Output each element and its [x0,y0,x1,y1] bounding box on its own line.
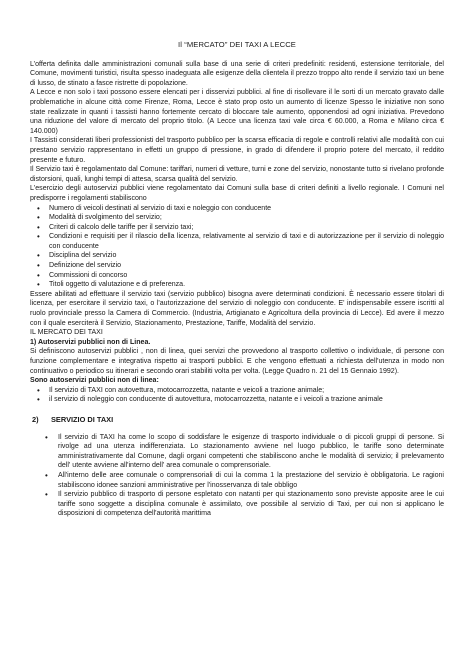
list-item: • Modalità di svolgimento del servizio; [30,213,444,223]
section-1-heading: 1) Autoservizi pubblici non di Linea. [30,338,151,346]
list-item: • Numero di veicoli destinati al servizio di taxi e noleggio con conducente [30,204,444,214]
list-item: • Disciplina del servizio [30,251,444,261]
document-body [30,40,444,519]
list-item: • Condizioni e requisiti per il rilascio della licenza, relativamente al servizio di taxi e di autorizzazione per il servizio di noleggio con conducente [30,232,444,251]
intro-paragraph: L’offerta definita dalle amministrazioni comunali sulla base di una serie di criteri predefiniti: residenti, estensione territoriale, del Comune, movimenti turistici, risulta spesso inadeguata alle esigenze della clientela il prezzo troppo alto rende il servizio taxi un bene di lusso, de stinato a fasce ristrette di popolazione. [30,60,444,87]
page-title: Il “MERCATO” DEI TAXI A LECCE [178,40,296,49]
section-label: IL MERCATO DEI TAXI [30,329,103,337]
section-2-heading [30,415,444,425]
section-2-title: SERVIZIO DI TAXI [51,414,114,424]
criteria-list [30,204,444,290]
section-1-subheading: Sono autoservizi pubblici non di linea: [30,377,159,385]
intro-paragraph: A Lecce e non solo i taxi possono essere elencati per i disservizi pubblici. al fine di risollevare il le sorti di un mercato gravato dalle problematiche in alcune città come Firenze, Roma, Lecce è stato prop osto un aumento di licenze Spesso le iniziative non sono state realizzate in quanti i tassisti hanno fortemente cercato di bloccare tale aumento, opponendosi ad ogni iniziativa. Prevedono una riduzione del valore di mercato del proprio titolo. (A Lecce una licenza taxi vale circa € 60.000, a Roma e Milano circa € 140.000) [30,89,444,135]
list-item: • Il servizio pubblico di trasporto di persone espletato con natanti per qui stazionamento sono previste apposite aree le cui tariffe sono soggette a disciplina comunale è assimilato, ove possibile al servizio di Taxi, per cui non si applicano le disposizioni di competenza dell'autorità marittima [30,490,444,519]
section-1-list [30,386,444,405]
list-item: • Titoli oggetto di valutazione e di preferenza. [30,280,444,290]
list-item: • All'interno delle aree comunale o comprensoriali di cui la comma 1 la prestazione del servizio è obbligatoria. Le ragioni stabiliscono idonee sanzioni amministrative per l'inosservanza di tale obbligo [30,471,444,490]
list-item: • Il servizio di TAXI ha come lo scopo di soddisfare le esigenze di trasporto individuale o di piccoli gruppi di persone. Si rivolge ad una utenza indifferenziata. Lo stazionamento avviene nel luogo pubblico, le tariffe sono determinate amministrativamente dal Comune, dagli organi competenti che stabiliscono anche le modalità di servizio; il prelevamento dell' utente avviene all'interno dell' area comunale o comprensoriale. [30,433,444,471]
intro-paragraph: L'esercizio degli autoservizi pubblici viene regolamentato dai Comuni sulla base di criteri definiti a livello regionale. I Comuni nel predisporre i regolamenti stabiliscono [30,185,444,202]
list-item: • il servizio di noleggio con conducente di autovettura, motocarrozzetta, natante e i veicoli a trazione animale [30,395,444,405]
list-item: • Commissioni di concorso [30,271,444,281]
body-paragraph: Essere abilitati ad effettuare il servizio taxi (servizio pubblico) bisogna avere determinati condizioni. È necessario essere titolari di licenza, per esercitare il servizio taxi, o l'autorizzazione del servizio di noleggio con conducente. E' indispensabile essere iscritti al ruolo provinciale presso la Camera di Commercio. (Industria, Artigianato e Agricoltura della provincia di Lecce). Ed avere il mezzo con il quale eserciterà il Servizio, Stazionamento, Prestazione, Tariffe, Modalità del servizio. [30,290,444,327]
list-item: • Criteri di calcolo delle tariffe per il servizio taxi; [30,223,444,233]
section-2-number: 2) [32,414,39,424]
section-1-text: Si definiscono autoservizi pubblici , non di linea, quei servizi che provvedono al trasporto collettivo o individuale, di persone con funzione complementare e integrativa rispetto ai trasporti pubblici. E che vengono effettuati a richiesta dell'utenza in modo non continuativo o periodico su itinerari e secondo orari stabiliti volta per volta. (Legge Quadro n. 21 del 15 Gennaio 1992). [30,348,444,375]
section-2-list [30,433,444,519]
intro-paragraph: Il Servizio taxi è regolamentato dal Comune: tariffari, numeri di vetture, turni e zone del servizio, nonostante tutto si rivelano profonde distorsioni, quali, lunghi tempi di attesa, scarsa qualità del servizio. [30,166,444,183]
list-item: • Definizione del servizio [30,261,444,271]
list-item: • Il servizio di TAXI con autovettura, motocarrozzetta, natante e veicoli a trazione animale; [30,386,444,396]
intro-paragraph: I Tassisti considerati liberi professionisti del trasporto pubblico per la scarsa efficacia di regole e controlli relativi alle modalità con cui prestano servizio rappresentano in effetti un gruppo di pressione, in grado di difendere il proprio potere del mercato, il reddito presente e futuro. [30,137,444,164]
